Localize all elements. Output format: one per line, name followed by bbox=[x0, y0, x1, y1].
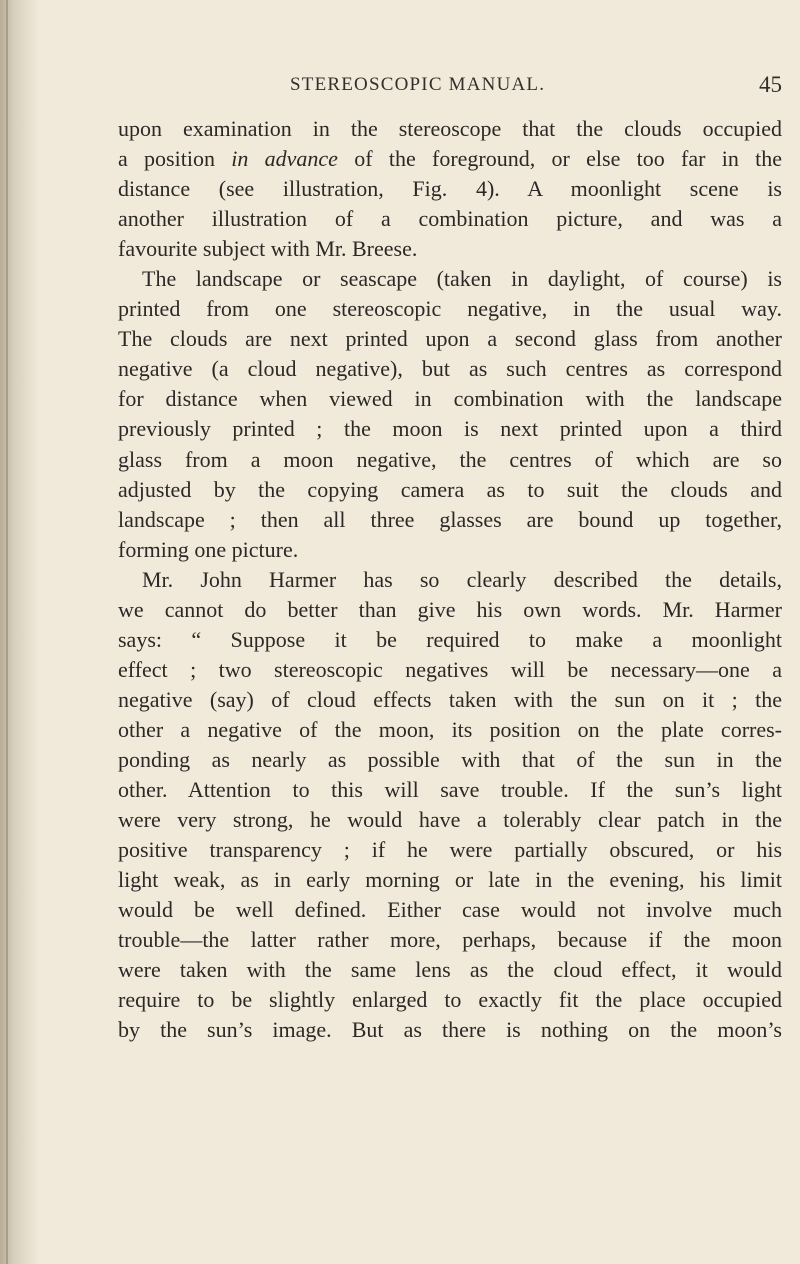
text-line: ponding as nearly as possible with that of the sun in the bbox=[118, 746, 782, 772]
body-text bbox=[118, 114, 782, 1045]
text-line: says: “ Suppose it be required to make a moonlight bbox=[118, 626, 782, 652]
page-edge bbox=[6, 0, 8, 1264]
text-line: favourite subject with Mr. Breese. bbox=[118, 236, 418, 262]
text-line: other a negative of the moon, its position on the plate corres- bbox=[118, 716, 782, 742]
text-line: previously printed ; the moon is next printed upon a third bbox=[118, 416, 782, 442]
text-line: positive transparency ; if he were partially obscured, or his bbox=[118, 837, 782, 863]
text-line: were taken with the same lens as the cloud effect, it would bbox=[118, 957, 782, 983]
text-line: The landscape or seascape (taken in daylight, of course) is bbox=[142, 266, 782, 292]
text-line: by the sun’s image. But as there is nothing on the moon’s bbox=[118, 1017, 782, 1043]
text-segment: of the foreground, or else too far in the bbox=[337, 146, 782, 172]
text-line: we cannot do better than give his own words. Mr. Harmer bbox=[118, 596, 782, 622]
text-line: Mr. John Harmer has so clearly described the details, bbox=[142, 566, 782, 592]
text-line: forming one picture. bbox=[118, 536, 299, 562]
text-line: were very strong, he would have a tolerably clear patch in the bbox=[118, 807, 782, 833]
text-line: would be well defined. Either case would not involve much bbox=[118, 897, 782, 923]
text-line: glass from a moon negative, the centres of which are so bbox=[118, 446, 782, 472]
running-head bbox=[118, 74, 782, 104]
text-line: for distance when viewed in combination with the landscape bbox=[118, 386, 782, 412]
text-line: negative (say) of cloud effects taken with the sun on it ; the bbox=[118, 686, 782, 712]
italic-phrase: in advance bbox=[231, 146, 338, 172]
text-line: other. Attention to this will save trouble. If the sun’s light bbox=[118, 777, 782, 803]
text-line: distance (see illustration, Fig. 4). A moonlight scene is bbox=[118, 176, 782, 202]
running-title: STEREOSCOPIC MANUAL. bbox=[290, 74, 546, 95]
text-line: The clouds are next printed upon a second glass from another bbox=[118, 326, 782, 352]
text-line: printed from one stereoscopic negative, in the usual way. bbox=[118, 296, 782, 322]
text-line: landscape ; then all three glasses are bound up together, bbox=[118, 506, 782, 532]
text-line: require to be slightly enlarged to exactly fit the place occupied bbox=[118, 987, 782, 1013]
text-line: upon examination in the stereoscope that the clouds occupied bbox=[118, 116, 782, 141]
text-line: trouble—the latter rather more, perhaps, because if the moon bbox=[118, 927, 782, 953]
text-line: light weak, as in early morning or late in the evening, his limit bbox=[118, 867, 782, 893]
text-line: negative (a cloud negative), but as such centres as correspond bbox=[118, 356, 782, 382]
text-line: effect ; two stereoscopic negatives will be necessary—one a bbox=[118, 656, 782, 682]
page-number: 45 bbox=[759, 72, 782, 97]
text-line: another illustration of a combination picture, and was a bbox=[118, 206, 782, 232]
text-line bbox=[118, 144, 782, 174]
text-segment: a position bbox=[118, 146, 232, 172]
text-line: adjusted by the copying camera as to suit the clouds and bbox=[118, 476, 782, 502]
